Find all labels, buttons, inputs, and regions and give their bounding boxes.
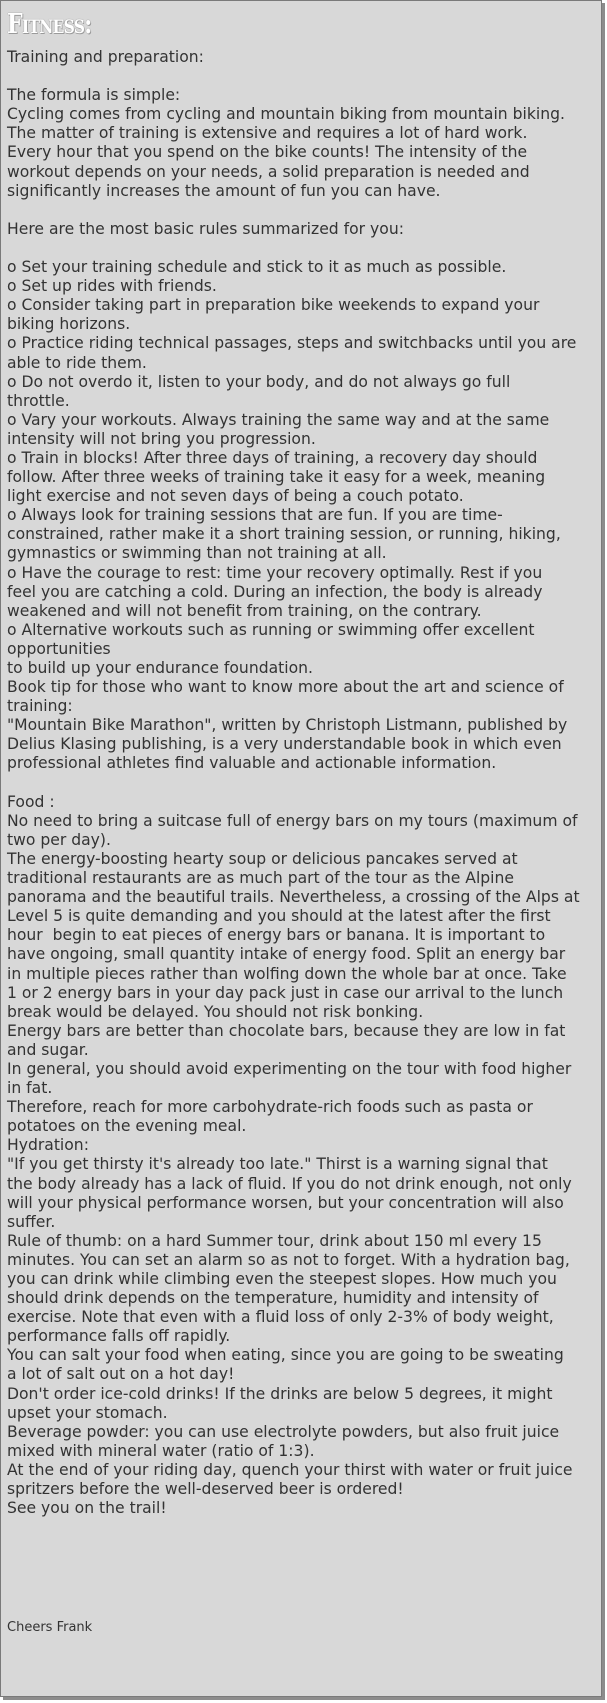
text-line: performance falls off rapidly. — [7, 1327, 231, 1346]
text-line: light exercise and not seven days of being a couch potato. — [7, 487, 464, 506]
page-title: Fitness: — [7, 9, 92, 40]
text-line: Food : — [7, 792, 55, 811]
text-line: o Train in blocks! After three days of training, a recovery day should — [7, 448, 538, 467]
text-line: break would be delayed. You should not risk bonking. — [7, 1002, 424, 1021]
text-line: constrained, rather make it a short training session, or running, hiking, — [7, 525, 561, 544]
blank-line — [7, 239, 599, 258]
text-line: Every hour that you spend on the bike counts! The intensity of the — [7, 143, 528, 162]
text-line: able to ride them. — [7, 353, 147, 372]
text-line: Don't order ice-cold drinks! If the drinks are below 5 degrees, it might — [7, 1384, 553, 1403]
text-line: The energy-boosting hearty soup or delicious pancakes served at — [7, 849, 518, 868]
text-line: Beverage powder: you can use electrolyte powders, but also fruit juice — [7, 1422, 560, 1441]
text-line: the body already has a lack of fluid. If you do not drink enough, not only — [7, 1174, 572, 1193]
text-line: Book tip for those who want to know more about the art and science of — [7, 678, 564, 697]
text-line: suffer. — [7, 1212, 56, 1231]
text-line: spritzers before the well-deserved beer is ordered! — [7, 1480, 404, 1499]
text-line: to build up your endurance foundation. — [7, 659, 313, 677]
text-line: potatoes on the evening meal. — [7, 1117, 247, 1136]
text-line: in fat. — [7, 1079, 53, 1098]
text-line: o Vary your workouts. Always training the same way and at the same — [7, 410, 550, 429]
text-line: The formula is simple: — [7, 86, 181, 105]
text-line: "If you get thirsty it's already too late." Thirst is a warning signal that — [7, 1155, 548, 1174]
text-line: In general, you should avoid experimenting on the tour with food higher — [7, 1059, 572, 1078]
text-line: o Do not overdo it, listen to your body, and do not always go full — [7, 372, 511, 391]
text-line: 1 or 2 energy bars in your day pack just in case our arrival to the lunch — [7, 983, 564, 1002]
text-line: upset your stomach. — [7, 1403, 168, 1422]
text-line: opportunities — [7, 639, 111, 658]
text-line: and sugar. — [7, 1040, 89, 1059]
text-line: Therefore, reach for more carbohydrate-rich foods such as pasta or — [7, 1098, 533, 1117]
text-line: Delius Klasing publishing, is a very understandable book in which even — [7, 735, 562, 754]
text-line: Cycling comes from cycling and mountain biking from mountain biking. — [7, 105, 565, 124]
text-line: Here are the most basic rules summarized for you: — [7, 219, 404, 238]
signoff-text: Cheers Frank — [7, 1620, 93, 1635]
text-line: a lot of salt out on a hot day! — [7, 1365, 235, 1384]
text-line: o Alternative workouts such as running or swimming offer excellent — [7, 620, 535, 639]
text-line: workout depends on your needs, a solid preparation is needed and — [7, 162, 530, 181]
text-line: gymnastics or swimming than not training at all. — [7, 544, 387, 563]
text-line: in multiple pieces rather than wolfing down the whole bar at once. Take — [7, 964, 567, 983]
text-line: significantly increases the amount of fun you can have. — [7, 181, 441, 200]
text-line: See you on the trail! — [7, 1499, 167, 1518]
text-line: Training and preparation: — [7, 48, 204, 66]
text-line: professional athletes find valuable and actionable information. — [7, 754, 497, 773]
blank-line — [7, 774, 599, 793]
text-line: No need to bring a suitcase full of energy bars on my tours (maximum of — [7, 811, 578, 830]
text-line: exercise. Note that even with a fluid loss of only 2-3% of body weight, — [7, 1308, 554, 1327]
text-line: o Always look for training sessions that are fun. If you are time- — [7, 506, 503, 525]
text-line: follow. After three weeks of training take it easy for a week, meaning — [7, 468, 546, 487]
text-line: At the end of your riding day, quench your thirst with water or fruit juice — [7, 1460, 573, 1479]
text-line: will your physical performance worsen, but your concentration will also — [7, 1193, 564, 1212]
text-line: o Set up rides with friends. — [7, 277, 217, 296]
text-line: The matter of training is extensive and requires a lot of hard work. — [7, 124, 528, 143]
text-line: feel you are catching a cold. During an infection, the body is already — [7, 582, 543, 601]
blank-line — [7, 67, 599, 86]
text-line: hour begin to eat pieces of energy bars or banana. It is important to — [7, 926, 546, 945]
blank-line — [7, 201, 599, 220]
text-line: o Set your training schedule and stick to it as much as possible. — [7, 258, 507, 277]
text-line: You can salt your food when eating, since you are going to be sweating — [7, 1346, 564, 1365]
text-line: weakened and will not benefit from training, on the contrary. — [7, 601, 482, 620]
text-line: should drink depends on the temperature, humidity and intensity of — [7, 1289, 539, 1308]
text-line: you can drink while climbing even the steepest slopes. How much you — [7, 1270, 557, 1288]
text-line: two per day). — [7, 830, 111, 849]
text-line: "Mountain Bike Marathon", written by Christoph Listmann, published by — [7, 716, 568, 735]
article-body — [7, 48, 599, 1518]
text-line: have ongoing, small quantity intake of energy food. Split an energy bar — [7, 945, 566, 964]
text-line: training: — [7, 697, 73, 716]
text-line: o Consider taking part in preparation bike weekends to expand your — [7, 296, 540, 315]
text-line: o Practice riding technical passages, steps and switchbacks until you are — [7, 334, 577, 353]
text-line: o Have the courage to rest: time your recovery optimally. Rest if you — [7, 563, 543, 582]
text-line: minutes. You can set an alarm so as not to forget. With a hydration bag, — [7, 1250, 570, 1269]
text-line: Energy bars are better than chocolate bars, because they are low in fat — [7, 1021, 566, 1040]
text-line: intensity will not bring you progression. — [7, 429, 316, 448]
text-line: traditional restaurants are as much part of the tour as the Alpine — [7, 869, 514, 888]
text-line: Hydration: — [7, 1136, 89, 1155]
text-line: throttle. — [7, 391, 70, 410]
text-line: biking horizons. — [7, 315, 131, 334]
text-line: mixed with mineral water (ratio of 1:3). — [7, 1441, 315, 1460]
text-line: panorama and the beautiful trails. Nevertheless, a crossing of the Alps at — [7, 888, 580, 907]
text-line: Level 5 is quite demanding and you should at the latest after the first — [7, 907, 551, 926]
text-line: Rule of thumb: on a hard Summer tour, drink about 150 ml every 15 — [7, 1231, 542, 1250]
